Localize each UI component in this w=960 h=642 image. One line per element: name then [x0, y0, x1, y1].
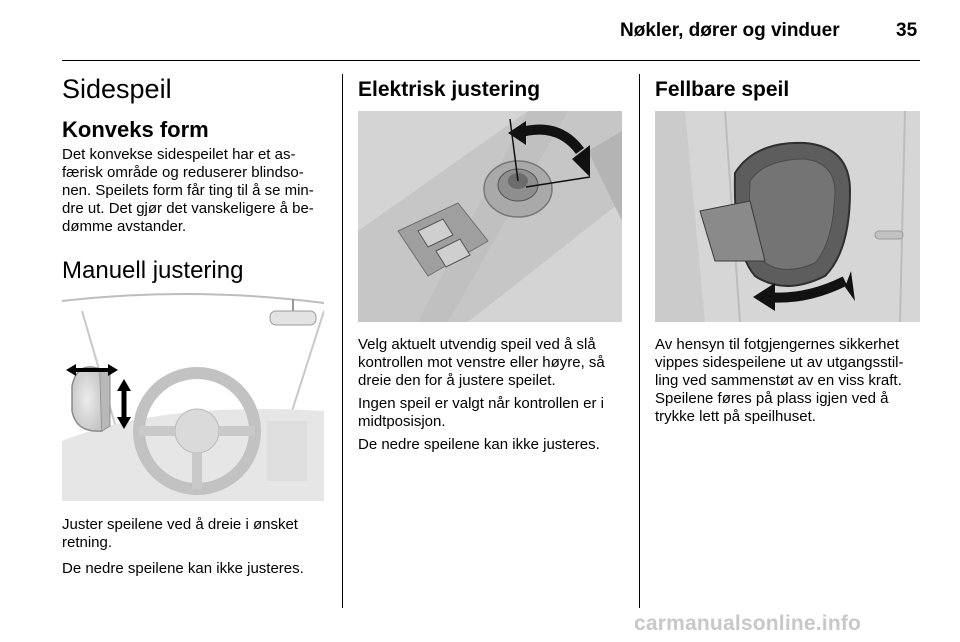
- text-line: trykke lett på speilhuset.: [655, 408, 816, 425]
- watermark-footer: carmanualsonline.info: [634, 612, 862, 635]
- text-line: nen. Speilets form får ting til å se min-: [62, 182, 314, 199]
- paragraph-middle-position: [358, 395, 604, 431]
- paragraph-electric-instruction: [358, 336, 605, 390]
- text-line: Juster speilene ved å dreie i ønsket: [62, 516, 298, 533]
- header-rule: [62, 60, 920, 61]
- column-divider-1: [342, 74, 343, 608]
- text-line: Ingen speil er valgt når kontrollen er i: [358, 395, 604, 412]
- text-line: Speilene føres på plass igjen ved å: [655, 390, 889, 407]
- text-line: Av hensyn til fotgjengernes sikkerhet: [655, 336, 900, 353]
- text-line: dreie den for å justere speilet.: [358, 372, 556, 389]
- page-number: 35: [896, 20, 918, 41]
- paragraph-lower-mirrors-note-2: De nedre speilene kan ikke justeres.: [358, 436, 600, 453]
- section-title-elektrisk-justering: Elektrisk justering: [358, 78, 541, 101]
- paragraph-lower-mirrors-note-1: De nedre speilene kan ikke justeres.: [62, 560, 304, 577]
- subheading-manuell-justering: Manuell justering: [62, 257, 244, 284]
- text-line: Velg aktuelt utvendig speil ved å slå: [358, 336, 596, 353]
- text-line: retning.: [62, 534, 113, 551]
- folding-mirror-drawing: [655, 111, 920, 322]
- subheading-konveks-form: Konveks form: [62, 117, 209, 142]
- electric-adjust-illustration: [358, 111, 622, 322]
- column-divider-2: [639, 74, 640, 608]
- folding-mirror-illustration: [655, 111, 920, 322]
- paragraph-konveks: [62, 146, 314, 236]
- manual-mirror-drawing: [62, 291, 324, 501]
- text-line: ling ved sammenstøt av en viss kraft.: [655, 372, 902, 389]
- electric-control-drawing: [358, 111, 622, 322]
- manual-mirror-illustration: [62, 291, 324, 501]
- paragraph-folding-mirrors: [655, 336, 903, 426]
- running-header-title: Nøkler, dører og vinduer: [620, 20, 840, 41]
- text-line: Det konvekse sidespeilet har et as-: [62, 146, 296, 163]
- text-line: dømme avstander.: [62, 218, 187, 235]
- text-line: kontrollen mot venstre eller høyre, så: [358, 354, 605, 371]
- text-line: færisk område og reduserer blindso-: [62, 164, 304, 181]
- section-title-fellbare-speil: Fellbare speil: [655, 78, 790, 101]
- text-line: dre ut. Det gjør det vanskeligere å be-: [62, 200, 314, 217]
- text-line: vippes sidespeilene ut av utgangsstil-: [655, 354, 904, 371]
- text-line: midtposisjon.: [358, 413, 446, 430]
- section-title-sidespeil: Sidespeil: [62, 74, 172, 104]
- paragraph-manual-instruction: [62, 516, 298, 552]
